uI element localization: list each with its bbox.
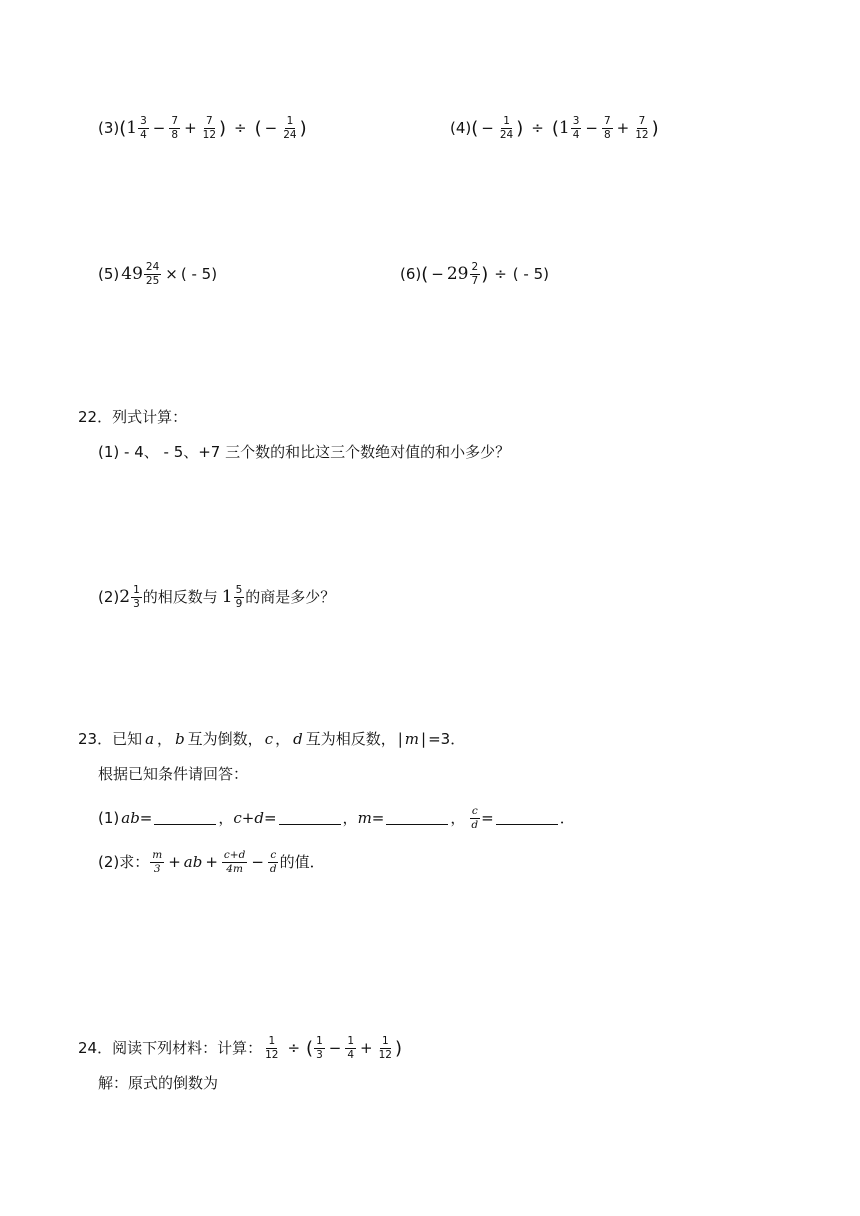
question-23-part-1: (1) ab = ， c+d = ， m = ， $\frac{c}{d}$ = ． — [98, 805, 575, 832]
fraction: $\frac{7}{12}$ — [635, 115, 649, 142]
question-22-part-1: (1) - 4、 - 5、+7 三个数的和比这三个数绝对值的和小多少？ — [98, 443, 511, 461]
fraction: $\frac{3}{4}$ — [140, 115, 147, 142]
fraction: $\frac{7}{12}$ — [202, 115, 217, 142]
fraction: $\frac{24}{25}$ — [145, 261, 160, 288]
answer-blank-cd[interactable] — [279, 812, 341, 825]
fraction: $\frac{1}{3}$ — [133, 584, 140, 611]
fraction: $\frac{c}{d}$ — [471, 805, 479, 832]
fraction: $\frac{7}{8}$ — [603, 115, 611, 142]
fraction: $\frac{7}{8}$ — [171, 115, 179, 142]
problem-4-label: (4) — [450, 119, 472, 138]
problem-4: (4) ( − $\frac{1}{24}$ ) ÷ ( 1 $\frac{3}{4}$ − $\frac{7}{8}$ + $\frac{7}{12}$ ) — [450, 115, 659, 142]
problem-5: (5) 49 $\frac{24}{25}$ × ( - 5) — [98, 261, 218, 288]
question-22-part-2: (2) 2 $\frac{1}{3}$ 的相反数与 1 $\frac{5}{9}$ 的商是多少？ — [98, 584, 336, 611]
fraction: $\frac{1}{4}$ — [347, 1035, 355, 1062]
problem-6-label: (6) — [400, 265, 422, 284]
question-23-line-2: 根据已知条件请回答： — [98, 765, 249, 783]
answer-blank-ab[interactable] — [154, 812, 216, 825]
question-23-part-2: (2)求： $\frac{m}{3}$ + ab + $\frac{c+d}{4m}$ − $\frac{c}{d}$ 的值． — [98, 849, 325, 876]
fraction: $\frac{3}{4}$ — [572, 115, 580, 142]
fraction: $\frac{m}{3}$ — [152, 849, 163, 876]
fraction: $\frac{1}{3}$ — [316, 1035, 323, 1062]
fraction: $\frac{1}{12}$ — [378, 1035, 392, 1062]
fraction: $\frac{1}{12}$ — [265, 1035, 279, 1062]
question-24-line-2: 解：原式的倒数为 — [98, 1074, 219, 1092]
fraction: $\frac{c+d}{4m}$ — [223, 849, 246, 876]
problem-5-label: (5) — [98, 265, 120, 284]
answer-blank-m[interactable] — [386, 812, 448, 825]
answer-blank-c-over-d[interactable] — [496, 812, 558, 825]
fraction: $\frac{5}{9}$ — [235, 584, 243, 611]
problem-3: (3) ( 1 $\frac{3}{4}$ − $\frac{7}{8}$ + $\frac{7}{12}$ ) ÷ ( − $\frac{1}{24}$ ) — [98, 115, 307, 142]
fraction: $\frac{2}{7}$ — [471, 261, 479, 288]
fraction: $\frac{1}{24}$ — [283, 115, 297, 142]
problem-3-label: (3) — [98, 119, 120, 138]
question-23-title: 23．已知 a ， b 互为倒数， c ， d 互为相反数， | m | =3． — [78, 730, 466, 748]
fraction: $\frac{1}{24}$ — [499, 115, 514, 142]
question-24-title: 24．阅读下列材料：计算： $\frac{1}{12}$ ÷ ( $\frac{1}{3}$ − $\frac{1}{4}$ + $\frac{1}{12}$ ) — [78, 1035, 403, 1062]
question-22-title: 22．列式计算： — [78, 408, 188, 426]
problem-6: (6) ( − 29 $\frac{2}{7}$ ) ÷ ( - 5) — [400, 261, 549, 288]
fraction: $\frac{c}{d}$ — [269, 849, 277, 876]
